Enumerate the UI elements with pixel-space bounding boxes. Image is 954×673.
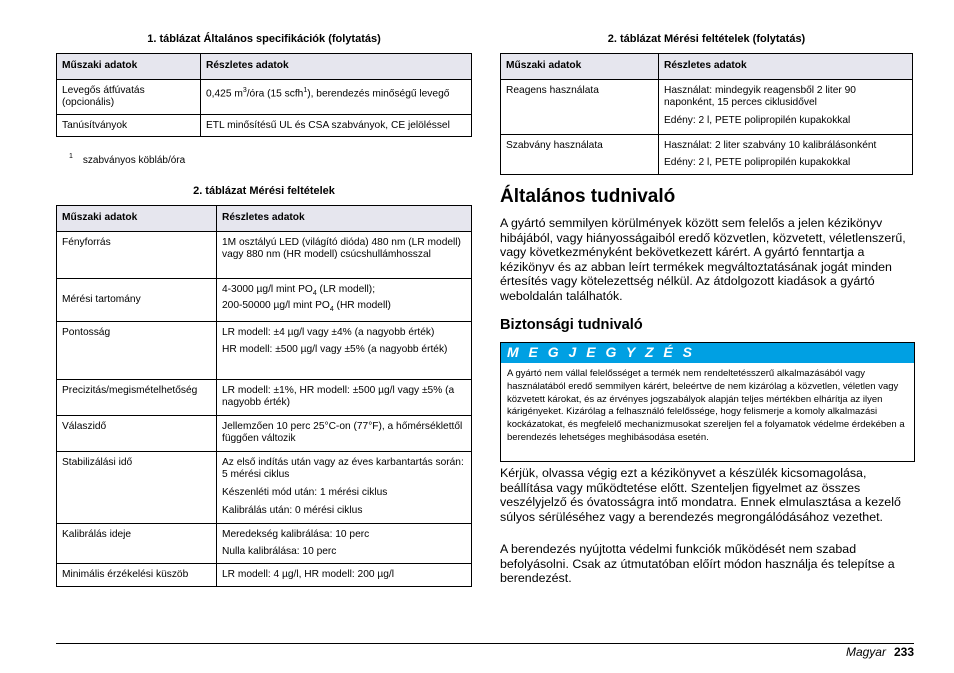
column-header: Részletes adatok xyxy=(659,54,913,80)
table-row xyxy=(57,321,472,379)
spec-label: Precizitás/megismételhetőség xyxy=(57,379,217,415)
table1-caption: 1. táblázat Általános specifikációk (folytatás) xyxy=(147,33,381,45)
page-number: 233 xyxy=(893,645,914,659)
footnote-mark: 1 xyxy=(69,153,73,160)
column-header: Műszaki adatok xyxy=(501,54,659,80)
column-header: Műszaki adatok xyxy=(57,206,217,232)
table2-continued-caption: 2. táblázat Mérési feltételek (folytatás) xyxy=(607,33,806,45)
table-row xyxy=(57,451,472,523)
notice-title: M E G J E G Y Z É S xyxy=(501,343,914,363)
table-row xyxy=(501,79,913,134)
spec-label: Szabvány használata xyxy=(501,134,659,174)
column-header: Részletes adatok xyxy=(217,206,472,232)
spec-label: Mérési tartomány xyxy=(57,278,217,321)
spec-value: LR modell: 4 µg/l, HR modell: 200 µg/l xyxy=(217,564,472,587)
table-header-row xyxy=(57,54,472,80)
footer-rule xyxy=(56,643,914,644)
table-row xyxy=(57,523,472,563)
footnote-text: szabványos köbláb/óra xyxy=(82,155,186,166)
spec-value: 4-3000 µg/l mint $PO_4$ (LR modell); 200-50000 µg/l mint $PO_4$ (HR modell) xyxy=(217,278,472,321)
spec-value: LR modell: ±4 µg/l vagy ±4% (a nagyobb érték) HR modell: ±500 µg/l vagy ±5% (a nagyobb érték) xyxy=(217,321,472,379)
table-row xyxy=(57,79,472,114)
table-row xyxy=(57,379,472,415)
spec-label: Levegős átfúvatás (opcionális) xyxy=(57,79,201,114)
table1-general-specs xyxy=(56,53,472,137)
spec-value: Jellemzően 10 perc 25°C-on (77°F), a hőmérséklettől függően változik xyxy=(217,415,472,451)
table-header-row xyxy=(501,54,913,80)
spec-value: Meredekség kalibrálása: 10 perc Nulla kalibrálása: 10 perc xyxy=(217,523,472,563)
spec-label: Minimális érzékelési küszöb xyxy=(57,564,217,587)
column-header: Részletes adatok xyxy=(201,54,472,80)
notice-box xyxy=(500,342,915,462)
spec-label: Pontosság xyxy=(57,321,217,379)
spec-value: 1M osztályú LED (világító dióda) 480 nm (LR modell) vagy 880 nm (HR modell) csúcshullámhosszal xyxy=(217,231,472,278)
spec-label: Válaszidő xyxy=(57,415,217,451)
safety-paragraph-1: Kérjük, olvassa végig ezt a kézikönyvet a készülék kicsomagolása, beállítása vagy működtetése előtt. Szenteljen figyelmet az összes veszélyjelző és óvatosságra intő mondatra. Ennek elmulasztása a kezelő súlyos sérüléséhez vagy a berendezés megrongálódásához vezethet. xyxy=(500,466,901,524)
spec-label: Kalibrálás ideje xyxy=(57,523,217,563)
table-row xyxy=(57,114,472,137)
safety-info-heading: Biztonsági tudnivaló xyxy=(500,317,643,333)
table-row xyxy=(57,231,472,278)
spec-value: 0,425 $m^3$/óra (15 scfh$^1$), berendezés minőségű levegő xyxy=(201,79,472,114)
page-footer xyxy=(846,643,914,659)
spec-value: Használat: mindegyik reagensből 2 liter 90 naponként, 15 perces ciklusidővel Edény: 2 l, PETE polipropilén kupakokkal xyxy=(659,79,913,134)
footer-language: Magyar xyxy=(845,645,886,659)
column-header: Műszaki adatok xyxy=(57,54,201,80)
table-header-row xyxy=(57,206,472,232)
table1-footnote xyxy=(69,155,185,166)
spec-label: Stabilizálási idő xyxy=(57,451,217,523)
table2-continued xyxy=(500,53,913,175)
notice-text: A gyártó nem vállal felelősséget a termék nem rendeltetésszerű alkalmazásából vagy használatából eredő semmilyen kárért, beleértve de nem kizárólag a közvetlen, véletlen vagy közvetett károkat, és az érvényes jogszabályok alapján teljes mértékben elhárítja az ilyen kárigényeket. Kizárólag a felhasználó felelőssége, hogy felismerje a komoly alkalmazási kockázatokat, és megfelelő mechanizmusokat szereljen fel a folyamatok védelme érdekében a berendezés lehetséges meghibásodása esetén. xyxy=(507,368,905,443)
spec-label: Reagens használata xyxy=(501,79,659,134)
general-info-text: A gyártó semmilyen körülmények között sem felelős a jelen kézikönyv hibájából, vagy hiányosságaiból eredő közvetlen, közvetett, véletlenszerű, vagy következményként bekövetkezett kárért. A gyártó fenntartja a kézikönyv és az abban leírt termékek megváltoztatásának jogát minden értesítés vagy kötelezettség nélkül. Az átdolgozott kiadások a gyártó weboldalán találhatók. xyxy=(500,216,906,303)
spec-value: Használat: 2 liter szabvány 10 kalibrálásonként Edény: 2 l, PETE polipropilén kupakokkal xyxy=(659,134,913,174)
table-row xyxy=(57,415,472,451)
table-row xyxy=(57,278,472,321)
spec-label: Tanúsítványok xyxy=(57,114,201,137)
general-info-heading: Általános tudnivaló xyxy=(500,186,676,207)
spec-value: Az első indítás után vagy az éves karbantartás során: 5 mérési ciklus Készenléti mód után: 1 mérési ciklus Kalibrálás után: 0 mérési ciklus xyxy=(217,451,472,523)
spec-label: Fényforrás xyxy=(57,231,217,278)
table-row xyxy=(501,134,913,174)
table-row xyxy=(57,564,472,587)
table2-caption: 2. táblázat Mérési feltételek xyxy=(193,185,335,197)
safety-paragraph-2: A berendezés nyújtotta védelmi funkciók működését nem szabad befolyásolni. Csak az útmutatóban előírt módon használja és telepítse a berendezést. xyxy=(500,542,895,586)
spec-value: LR modell: ±1%, HR modell: ±500 µg/l vagy ±5% (a nagyobb érték) xyxy=(217,379,472,415)
spec-value: ETL minősítésű UL és CSA szabványok, CE jelöléssel xyxy=(201,114,472,137)
table2-measurement-conditions xyxy=(56,205,472,587)
